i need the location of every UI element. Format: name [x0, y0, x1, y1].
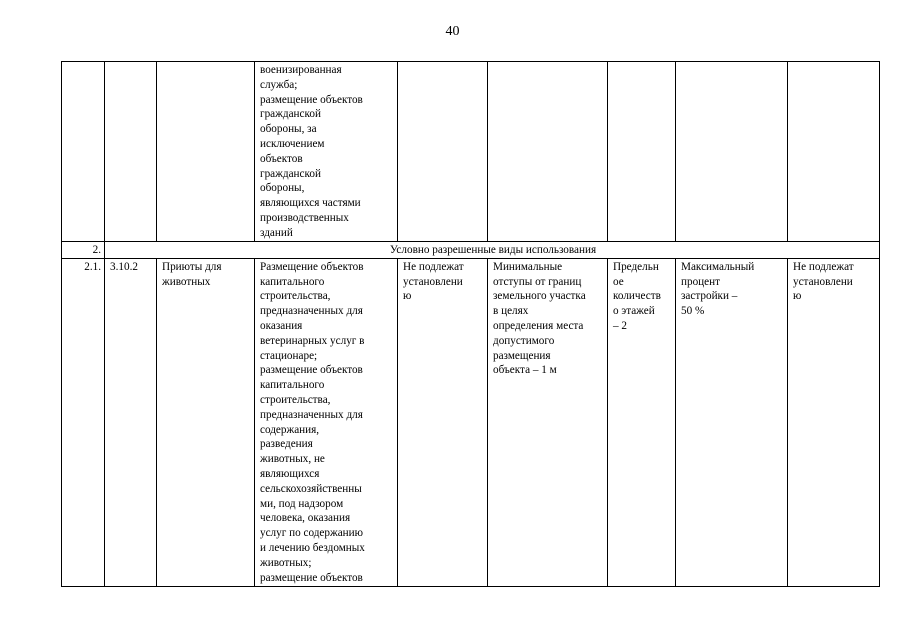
- item-other: Не подлежат установлени ю: [788, 258, 880, 586]
- table-row-item: [62, 258, 880, 586]
- cell-description: военизированная служба; размещение объектов гражданской обороны, за исключением объектов гражданской обороны, являющихся частями производственных зданий: [255, 62, 398, 242]
- section-number: 2.: [62, 242, 105, 259]
- cell-coverage: [676, 62, 788, 242]
- table-row-section: [62, 242, 880, 259]
- item-description: Размещение объектов капитального строительства, предназначенных для оказания ветеринарных услуг в стационаре; размещение объектов капитального строительства, предназначенных для содержания, разведения животных, не являющихся сельскохозяйственны ми, под надзором человека, оказания услуг по содержанию и лечению бездомных животных; размещение объектов: [255, 258, 398, 586]
- item-name: Приюты для животных: [157, 258, 255, 586]
- cell-floors: [608, 62, 676, 242]
- cell-number: [62, 62, 105, 242]
- cell-other: [788, 62, 880, 242]
- item-code: 3.10.2: [105, 258, 157, 586]
- cell-setbacks: [488, 62, 608, 242]
- section-title: Условно разрешенные виды использования: [105, 242, 880, 259]
- item-setbacks: Минимальные отступы от границ земельного участка в целях определения места допустимого размещения объекта – 1 м: [488, 258, 608, 586]
- item-number: 2.1.: [62, 258, 105, 586]
- page-number: 40: [445, 24, 460, 39]
- item-floors: Предельн ое количеств о этажей – 2: [608, 258, 676, 586]
- regulations-table: [61, 61, 880, 587]
- cell-plot-size: [398, 62, 488, 242]
- cell-name: [157, 62, 255, 242]
- item-plot-size: Не подлежат установлени ю: [398, 258, 488, 586]
- table-row-continued: [62, 62, 880, 242]
- cell-code: [105, 62, 157, 242]
- item-coverage: Максимальный процент застройки – 50 %: [676, 258, 788, 586]
